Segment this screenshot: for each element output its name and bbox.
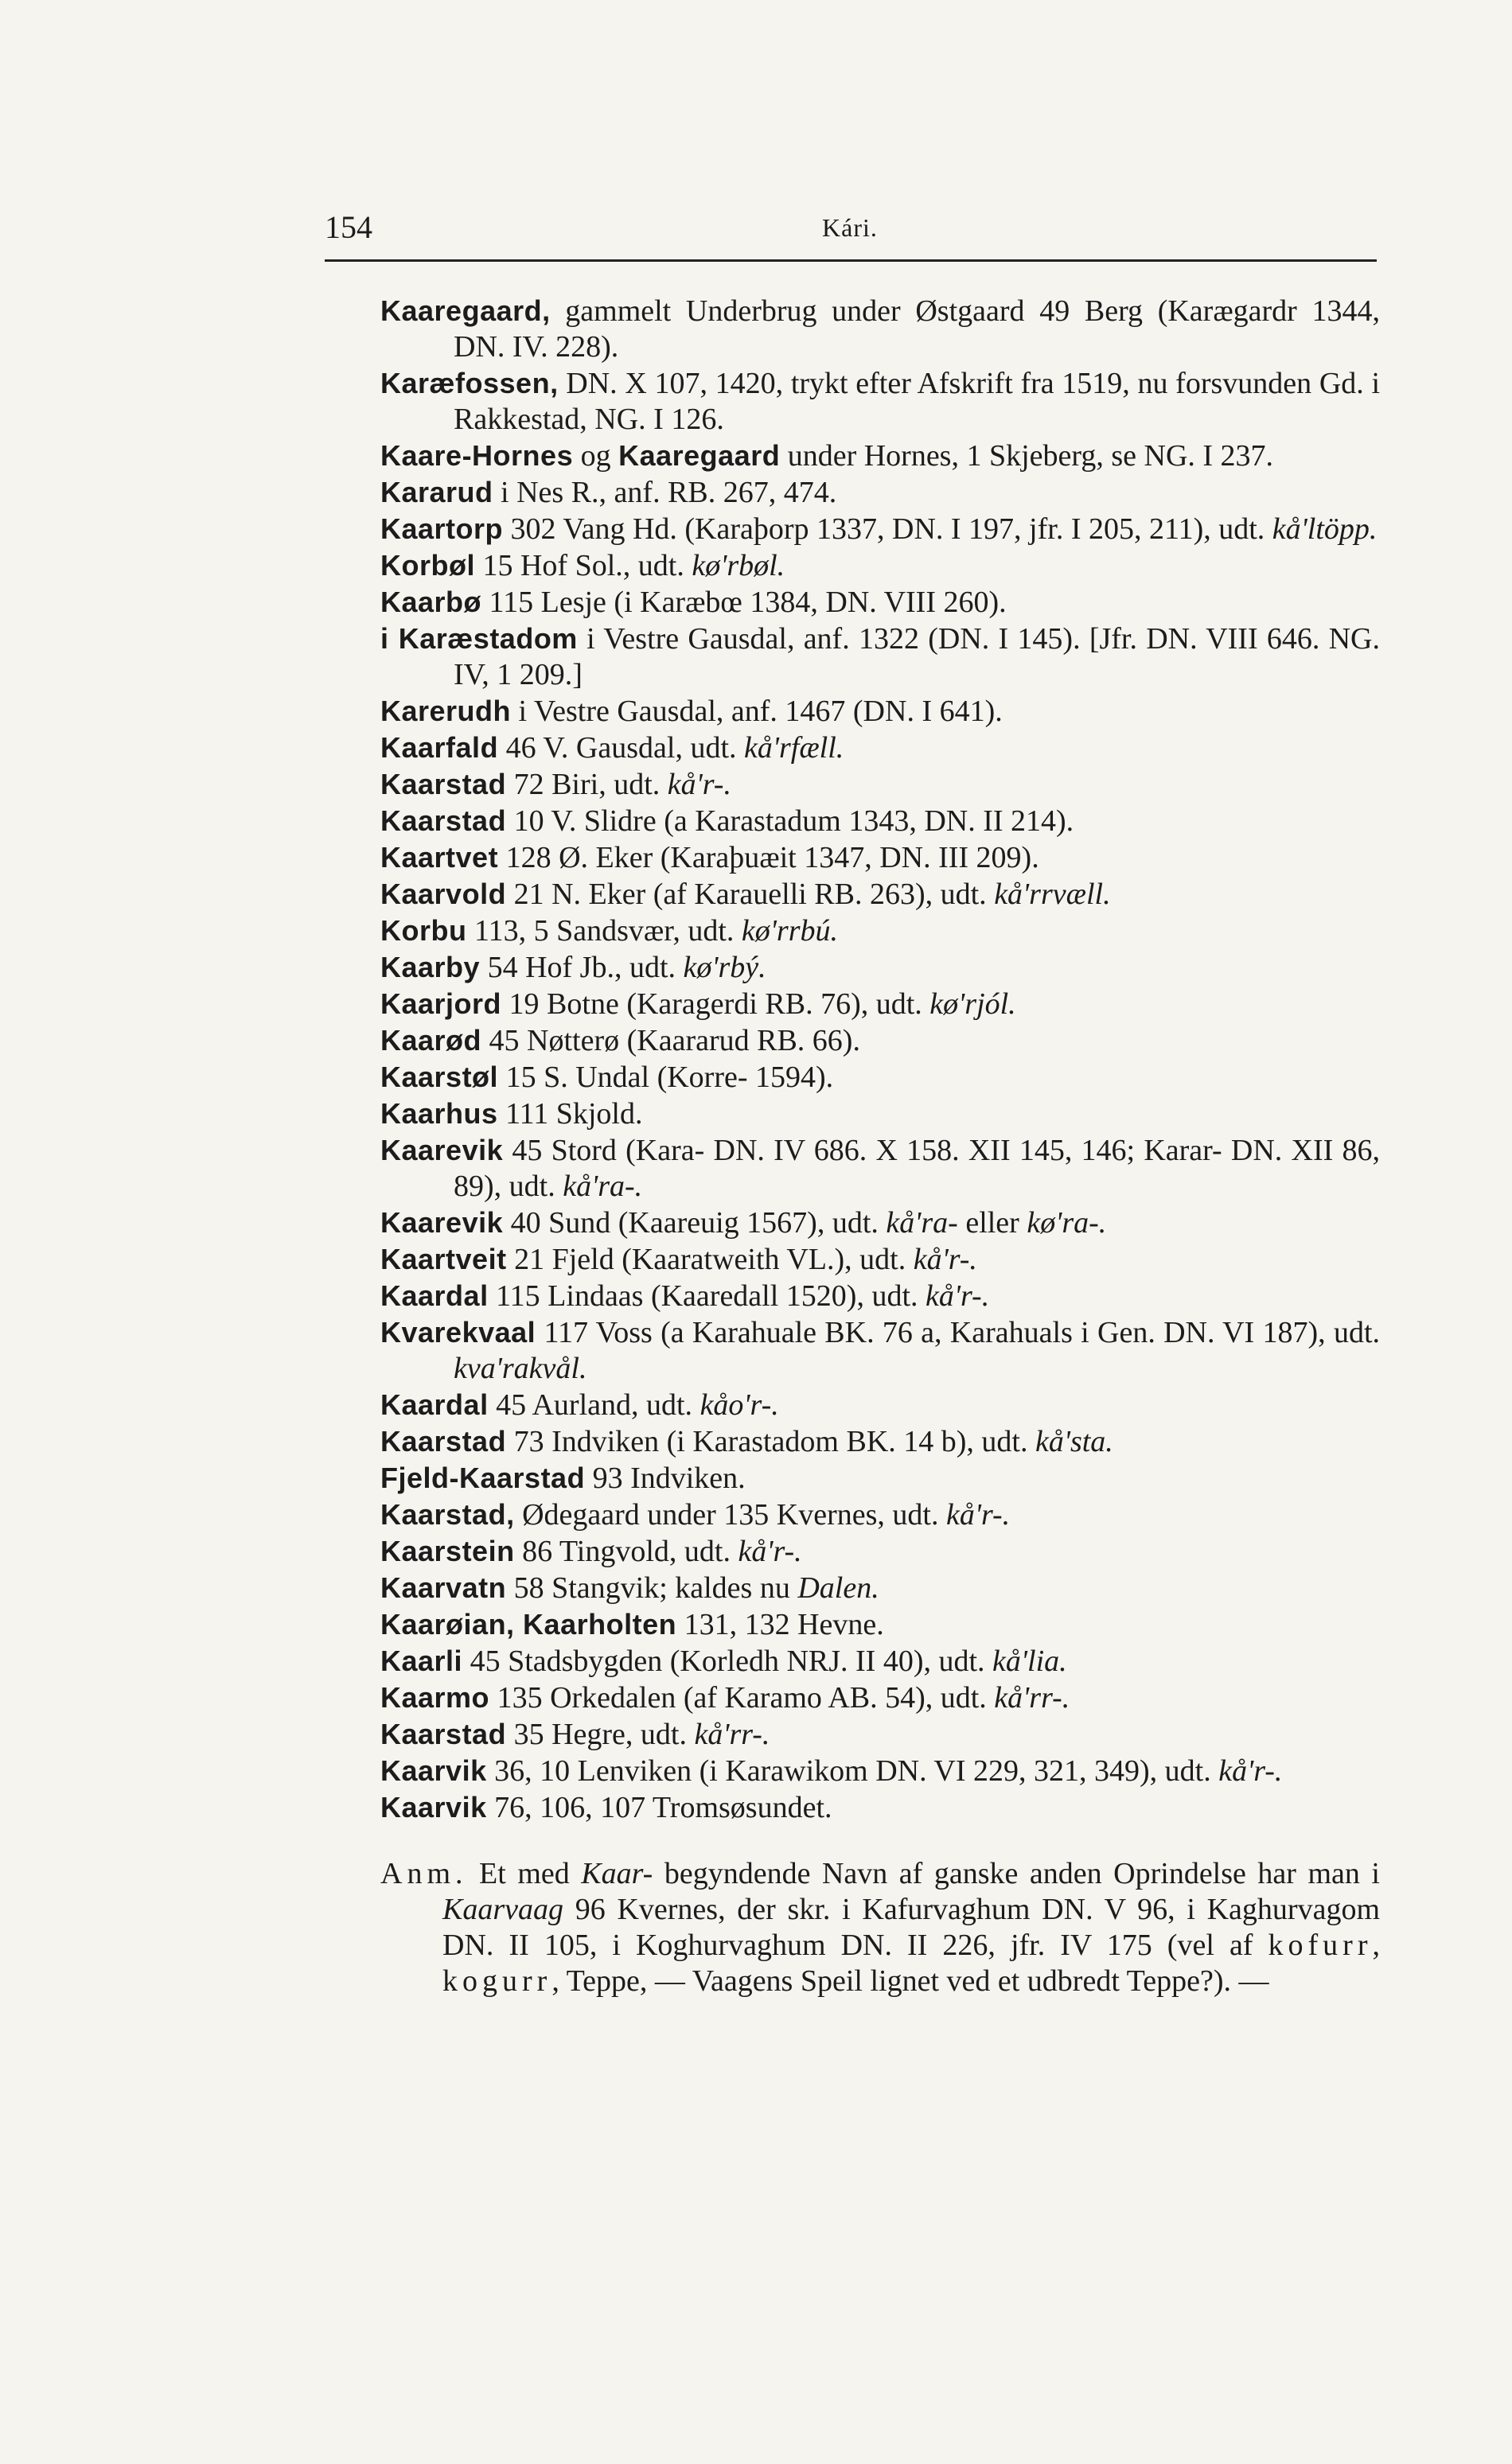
entry-pronunciation: kå'r-.	[945, 1498, 1011, 1532]
entry	[380, 949, 1380, 986]
entry	[380, 621, 1380, 693]
entry-text: 113, 5 Sandsvær, udt.	[466, 914, 742, 948]
entry-pronunciation: kø'rbý.	[683, 951, 766, 984]
note-text: Et med	[467, 1857, 582, 1890]
entry-headword: Kaarhus	[380, 1097, 498, 1130]
entry-headword: Kaardal	[380, 1388, 489, 1421]
entry	[380, 1497, 1380, 1533]
entry-text: eller	[957, 1206, 1027, 1240]
entry-headword: Kaartorp	[380, 512, 504, 545]
entry	[380, 1533, 1380, 1570]
entry-text: 302 Vang Hd. (Karaþorp 1337, DN. I 197, jfr. I 205, 211), udt.	[503, 512, 1272, 546]
entry-pronunciation: kå'rr-.	[694, 1718, 770, 1751]
entry-pronunciation: kå'r-.	[667, 768, 731, 801]
entry	[380, 1132, 1380, 1205]
entry	[380, 1570, 1380, 1606]
remark-note	[380, 1856, 1380, 1999]
entry	[380, 438, 1380, 474]
entry	[380, 511, 1380, 547]
entry-pronunciation: kåo'r-.	[699, 1388, 779, 1422]
entry-headword: Kaarli	[380, 1645, 463, 1677]
entry-headword: Kaarstad	[380, 804, 507, 837]
note-spaced-word: kofurr	[1268, 1929, 1373, 1962]
entry-text: 93 Indviken.	[585, 1462, 746, 1495]
entry-headword: Kaarstad	[380, 1425, 507, 1458]
entry-text: 72 Biri, udt.	[506, 768, 668, 801]
entry-headword: Kaarvold	[380, 878, 507, 910]
entry	[380, 293, 1380, 365]
entry-text: 15 Hof Sol., udt.	[474, 549, 692, 582]
entry	[380, 1278, 1380, 1314]
entry	[380, 803, 1380, 839]
note-label: Anm.	[380, 1857, 468, 1890]
entry-text: 86 Tingvold, udt.	[514, 1535, 738, 1568]
entry	[380, 365, 1380, 438]
entry-headword: Korbøl	[380, 549, 475, 582]
entry-text: 54 Hof Jb., udt.	[480, 951, 684, 984]
entry-text: 35 Hegre, udt.	[506, 1718, 695, 1751]
entry-headword: Kaarbø	[380, 586, 482, 618]
entry-text: i Vestre Gausdal, anf. 1322 (DN. I 145). [Jfr. DN. VIII 646. NG. IV, 1 209.]	[454, 622, 1380, 691]
entry-headword: Karæfossen,	[380, 367, 559, 399]
entry	[380, 1022, 1380, 1059]
entry-text: 131, 132 Hevne.	[676, 1608, 884, 1641]
entry	[380, 1205, 1380, 1241]
entry-text: 76, 106, 107 Tromsøsundet.	[486, 1791, 832, 1824]
entry	[380, 1753, 1380, 1789]
entry-text: 58 Stangvik; kaldes nu	[506, 1571, 798, 1605]
entry-text: 111 Skjold.	[497, 1097, 643, 1131]
entry-text: 15 S. Undal (Korre- 1594).	[498, 1061, 834, 1094]
entry	[380, 766, 1380, 803]
entry-pronunciation: kå'r-.	[738, 1535, 802, 1568]
entry	[380, 730, 1380, 766]
entry-pronunciation: kå'rr-.	[994, 1681, 1070, 1715]
entry-text: og	[573, 439, 619, 473]
entry-headword: Karerudh	[380, 695, 512, 727]
entry-text: 45 Stord (Kara- DN. IV 686. X 158. XII 145, 146; Karar- DN. XII 86, 89), udt.	[454, 1134, 1380, 1203]
entry-text: 21 N. Eker (af Karauelli RB. 263), udt.	[506, 878, 995, 911]
entry-text: i Vestre Gausdal, anf. 1467 (DN. I 641).	[511, 695, 1003, 728]
entry-text: DN. X 107, 1420, trykt efter Afskrift fra 1519, nu forsvunden Gd. i Rakkestad, NG. I 126.	[454, 367, 1380, 436]
entry	[380, 986, 1380, 1022]
entry-headword: Kaarby	[380, 951, 481, 983]
note-text: 96 Kvernes, der skr. i Kafurvaghum DN. V 96, i Kaghurvagom DN. II 105, i Koghurvaghum DN. II 226, jfr. IV 175 (vel af	[442, 1893, 1380, 1962]
running-title: Kári.	[822, 213, 878, 242]
entry-headword: Kaarevik	[380, 1134, 504, 1166]
entry-pronunciation: kø'rjól.	[929, 987, 1016, 1021]
entry-pronunciation: kå'ra-	[886, 1206, 958, 1240]
entry-text: 10 V. Slidre (a Karastadum 1343, DN. II 214).	[506, 804, 1074, 838]
entry-text: 135 Orkedalen (af Karamo AB. 54), udt.	[489, 1681, 995, 1715]
entry-headword: Kaarmo	[380, 1681, 490, 1714]
entry-headword: Kararud	[380, 476, 493, 508]
note-italic: Kaarvaag	[442, 1893, 563, 1926]
entry	[380, 474, 1380, 511]
entry-text: 21 Fjeld (Kaaratweith VL.), udt.	[506, 1243, 914, 1276]
entry-headword: Kaarstøl	[380, 1061, 499, 1093]
entry-headword: Kaarøian, Kaarholten	[380, 1608, 677, 1641]
entry-headword: Kaarvatn	[380, 1571, 507, 1604]
entry-headword: Kvarekvaal	[380, 1316, 536, 1349]
entry-headword: Kaardal	[380, 1279, 489, 1312]
entry-pronunciation: kå'r-.	[926, 1279, 990, 1313]
note-text: ,	[1372, 1929, 1380, 1962]
entry	[380, 1716, 1380, 1753]
entry-text: under Hornes, 1 Skjeberg, se NG. I 237.	[780, 439, 1274, 473]
entry-text: 36, 10 Lenviken (i Karawikom DN. VI 229, 321, 349), udt.	[486, 1754, 1219, 1788]
entry-text: 115 Lesje (i Karæbœ 1384, DN. VIII 260).	[481, 586, 1007, 619]
entry-headword: Kaarjord	[380, 987, 502, 1020]
entry-pronunciation: kva'rakvål.	[454, 1352, 587, 1385]
entry	[380, 1423, 1380, 1460]
header-rule	[325, 259, 1377, 262]
entry-text: 115 Lindaas (Kaaredall 1520), udt.	[488, 1279, 926, 1313]
entry-headword: Kaarstad	[380, 1718, 507, 1750]
entry	[380, 1606, 1380, 1643]
entry-pronunciation: kå'lia.	[992, 1645, 1067, 1678]
page-header	[325, 208, 1377, 256]
entry-headword: Kaarstein	[380, 1535, 515, 1567]
entry-pronunciation: kø'rrbú.	[741, 914, 838, 948]
entry-headword: Kaare-Hornes	[380, 439, 574, 472]
entry-text: i Nes R., anf. RB. 267, 474.	[493, 476, 837, 509]
entry-headword: Kaartvet	[380, 841, 499, 874]
entry-text: Ødegaard under 135 Kvernes, udt.	[514, 1498, 946, 1532]
entry-text: 117 Voss (a Karahuale BK. 76 a, Karahuals i Gen. DN. VI 187), udt.	[536, 1316, 1380, 1349]
entry	[380, 876, 1380, 913]
entry	[380, 1387, 1380, 1423]
note-italic: Kaar-	[581, 1857, 653, 1890]
entry	[380, 1680, 1380, 1716]
entry	[380, 693, 1380, 730]
entry-pronunciation: kø'rbøl.	[692, 549, 785, 582]
entry-text: 40 Sund (Kaareuig 1567), udt.	[503, 1206, 887, 1240]
entry-list	[380, 293, 1380, 2030]
entry	[380, 547, 1380, 584]
entry-pronunciation: kå'rrvæll.	[994, 878, 1111, 911]
entry	[380, 1643, 1380, 1680]
entry-headword: Kaarevik	[380, 1206, 504, 1239]
entry-pronunciation: kå'sta.	[1035, 1425, 1113, 1458]
entry-text: gammelt Underbrug under Østgaard 49 Berg (Karægardr 1344, DN. IV. 228).	[454, 294, 1380, 364]
entry-text: 45 Nøtterø (Kaararud RB. 66).	[481, 1024, 860, 1057]
entry-pronunciation: kå'r-.	[1218, 1754, 1283, 1788]
note-text: , Teppe, — Vaagens Speil lignet ved et udbredt Teppe?). —	[551, 1964, 1269, 1998]
entry	[380, 1314, 1380, 1387]
entry-headword: Kaarstad	[380, 768, 507, 800]
entry-headword: Kaarvik	[380, 1791, 487, 1824]
entry	[380, 1460, 1380, 1497]
entry-text: 45 Stadsbygden (Korledh NRJ. II 40), udt.	[462, 1645, 993, 1678]
entry-headword: Fjeld-Kaarstad	[380, 1462, 586, 1494]
entry	[380, 839, 1380, 876]
entry	[380, 913, 1380, 949]
entry-pronunciation: kø'ra-.	[1027, 1206, 1107, 1240]
entry	[380, 1096, 1380, 1132]
entry-pronunciation: kå'rfæll.	[744, 731, 844, 765]
entry	[380, 1241, 1380, 1278]
entry	[380, 584, 1380, 621]
entry-text: 46 V. Gausdal, udt.	[498, 731, 744, 765]
entry-headword: Korbu	[380, 914, 467, 947]
entry-headword: Kaartveit	[380, 1243, 507, 1275]
entry-headword: Kaarød	[380, 1024, 482, 1057]
entry-pronunciation: kå'ltöpp.	[1272, 512, 1378, 546]
entry-text: 19 Botne (Karagerdi RB. 76), udt.	[501, 987, 930, 1021]
entry-headword: Kaarvik	[380, 1754, 487, 1787]
entry-pronunciation: kå'ra-.	[563, 1170, 643, 1203]
entry-pronunciation: kå'r-.	[913, 1243, 977, 1276]
note-spaced-word: kogurr	[442, 1964, 552, 1998]
entry-text: 128 Ø. Eker (Karaþuæit 1347, DN. III 209).	[498, 841, 1039, 874]
entry-headword: Kaarfald	[380, 731, 499, 764]
entry-headword: Kaaregaard,	[380, 294, 551, 327]
entry-text: 73 Indviken (i Karastadom BK. 14 b), udt.	[506, 1425, 1035, 1458]
entry-headword: i Karæstadom	[380, 622, 578, 655]
entry	[380, 1059, 1380, 1096]
entry	[380, 1789, 1380, 1826]
note-text: begyndende Navn af ganske anden Oprindelse har man i	[653, 1857, 1380, 1890]
page-number: 154	[325, 209, 372, 245]
entry-pronunciation: Dalen.	[797, 1571, 879, 1605]
entry-text: 45 Aurland, udt.	[488, 1388, 700, 1422]
entry-headword: Kaaregaard	[618, 439, 781, 472]
entry-headword: Kaarstad,	[380, 1498, 515, 1531]
